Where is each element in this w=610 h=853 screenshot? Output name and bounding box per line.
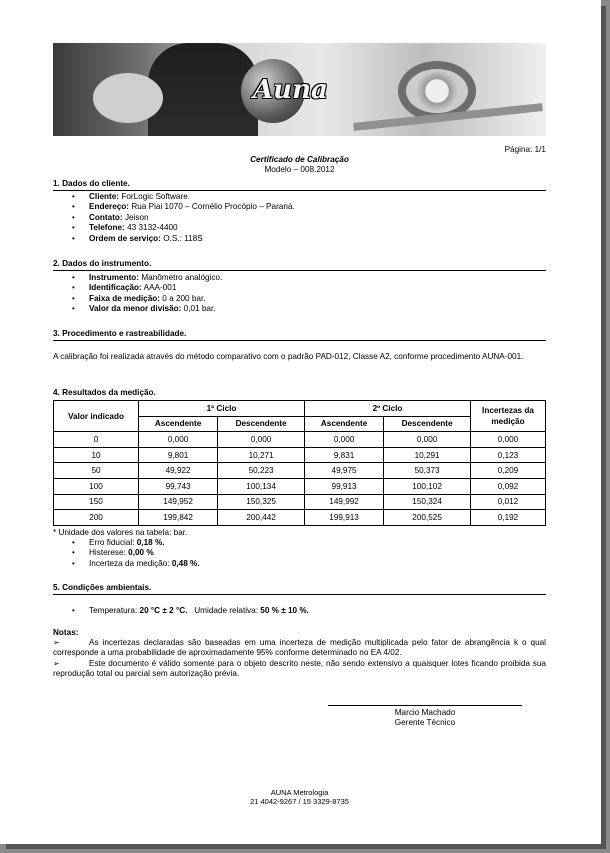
- table-cell: 0,000: [218, 432, 305, 448]
- section-heading-environment: 5. Condições ambientais.: [53, 583, 152, 592]
- table-cell: 100,102: [384, 478, 471, 494]
- signature-line: [328, 705, 522, 706]
- client-data-list: [72, 192, 295, 244]
- list-item: • Faixa de medição: 0 a 200 bar.: [72, 294, 222, 304]
- list-item: • Temperatura: 20 °C ± 2 °C. Umidade relativa: 50 % ± 10 %.: [72, 606, 309, 616]
- results-table: [53, 400, 546, 526]
- table-cell: 99,743: [139, 478, 218, 494]
- hand-holding-globe: [93, 73, 163, 123]
- table-cell: 200,442: [218, 510, 305, 526]
- table-cell: 0,123: [471, 447, 546, 463]
- table-cell: 0,000: [304, 432, 383, 448]
- list-item: • Instrumento: Manômetro analógico.: [72, 273, 222, 283]
- list-item: • Ordem de serviço: O.S.: 118S: [72, 234, 295, 244]
- section-rule: [53, 340, 546, 341]
- signatory-name: Marcio Machado: [394, 708, 456, 717]
- footer-company: AUNA Metrologia: [270, 788, 329, 797]
- table-cell: 0,192: [471, 510, 546, 526]
- table-cell: 50,223: [218, 463, 305, 479]
- table-cell: 9,801: [139, 447, 218, 463]
- table-cell: 200,525: [384, 510, 471, 526]
- section-rule: [53, 270, 546, 271]
- document-title: Certificado de Calibração: [250, 155, 349, 164]
- list-item: • Telefone: 43 3132-4400: [72, 223, 295, 233]
- col-header-value: Valor indicado: [54, 401, 139, 432]
- table-row: [54, 463, 546, 479]
- environment-list: [72, 606, 309, 616]
- table-row: [54, 432, 546, 448]
- table-cell: 0,000: [139, 432, 218, 448]
- list-item: • Endereço: Rua Piai 1070 – Cornélio Procópio – Paraná.: [72, 202, 295, 212]
- page-shadow-right: [601, 6, 606, 849]
- table-cell: 10,271: [218, 447, 305, 463]
- col-header-asc: Ascendente: [304, 416, 383, 432]
- list-item: • Identificação: AAA-001: [72, 283, 222, 293]
- table-row: [54, 478, 546, 494]
- table-cell: 10,291: [384, 447, 471, 463]
- instrument-data-list: [72, 273, 222, 315]
- logo-text: Auna: [253, 75, 328, 105]
- table-cell: 50,373: [384, 463, 471, 479]
- table-row: [54, 494, 546, 510]
- notes-heading: Notas:: [53, 628, 79, 637]
- note-item: ➢ Este documento é válido somente para o objeto descrito neste, não sendo extensivo a quaisquer lotes ficando proibida sua reprodução total ou parcial sem autorização prévia.: [53, 659, 546, 678]
- footer-phones: 21 4042-9267 / 15 3329-8735: [250, 797, 349, 806]
- table-cell: 0: [54, 432, 139, 448]
- section-heading-procedure: 3. Procedimento e rastreabilidade.: [53, 329, 187, 338]
- col-header-cycle1: 1º Ciclo: [139, 401, 305, 417]
- table-row: [54, 447, 546, 463]
- list-item: • Valor da menor divisão: 0,01 bar.: [72, 304, 222, 314]
- table-cell: 150,324: [384, 494, 471, 510]
- section-heading-instrument: 2. Dados do instrumento.: [53, 259, 152, 268]
- table-cell: 0,092: [471, 478, 546, 494]
- list-item: • Contato: Jeison: [72, 213, 295, 223]
- section-rule: [53, 594, 546, 595]
- signatory-role: Gerente Técnico: [394, 718, 456, 727]
- section-heading-results: 4. Resultados da medição.: [53, 388, 156, 397]
- table-cell: 150,325: [218, 494, 305, 510]
- table-cell: 0,012: [471, 494, 546, 510]
- list-item: • Erro fiducial: 0,18 %.: [72, 538, 200, 548]
- table-cell: 199,913: [304, 510, 383, 526]
- table-cell: 100,134: [218, 478, 305, 494]
- table-cell: 149,992: [304, 494, 383, 510]
- document-model: Modelo – 008.2012: [264, 165, 335, 174]
- arrow-bullet-icon: ➢: [53, 659, 60, 668]
- table-cell: 100: [54, 478, 139, 494]
- table-cell: 149,952: [139, 494, 218, 510]
- list-item: • Histerese: 0,00 %: [72, 548, 200, 558]
- table-cell: 50: [54, 463, 139, 479]
- page-shadow-bottom: [6, 844, 606, 849]
- table-cell: 199,842: [139, 510, 218, 526]
- list-item: • Incerteza da medição: 0,48 %.: [72, 559, 200, 569]
- table-cell: 49,922: [139, 463, 218, 479]
- table-cell: 0,209: [471, 463, 546, 479]
- table-cell: 0,000: [384, 432, 471, 448]
- page-number: Página: 1/1: [504, 145, 546, 154]
- table-cell: 200: [54, 510, 139, 526]
- col-header-desc: Descendente: [384, 416, 471, 432]
- table-cell: 49,975: [304, 463, 383, 479]
- header-banner: [53, 43, 546, 136]
- section-heading-client: 1. Dados do cliente.: [53, 179, 130, 188]
- unit-note: * Unidade dos valores na tabela: bar.: [53, 528, 188, 537]
- col-header-cycle2: 2º Ciclo: [304, 401, 470, 417]
- arrow-bullet-icon: ➢: [53, 638, 60, 647]
- list-item: • Cliente: ForLogic Software.: [72, 192, 295, 202]
- col-header-uncertainty: Incertezas da medição: [471, 401, 546, 432]
- col-header-desc: Descendente: [218, 416, 305, 432]
- results-summary-list: [72, 538, 200, 569]
- table-cell: 150: [54, 494, 139, 510]
- section-rule: [53, 190, 546, 191]
- col-header-asc: Ascendente: [139, 416, 218, 432]
- table-cell: 99,913: [304, 478, 383, 494]
- table-cell: 10: [54, 447, 139, 463]
- table-row: [54, 510, 546, 526]
- note-item: ➢ As incertezas declaradas são baseadas em uma incerteza de medição multiplicada pelo fator de abrangência k o qual corresponde a uma probabilidade de aproximadamente 95% conforme determinado no EA 4/02.: [53, 638, 546, 657]
- table-cell: 9,831: [304, 447, 383, 463]
- procedure-text: A calibração foi realizada através do método comparativo com o padrão PAD-012, Classe A2, conforme procedimento AUNA-001.: [53, 352, 524, 361]
- table-cell: 0,000: [471, 432, 546, 448]
